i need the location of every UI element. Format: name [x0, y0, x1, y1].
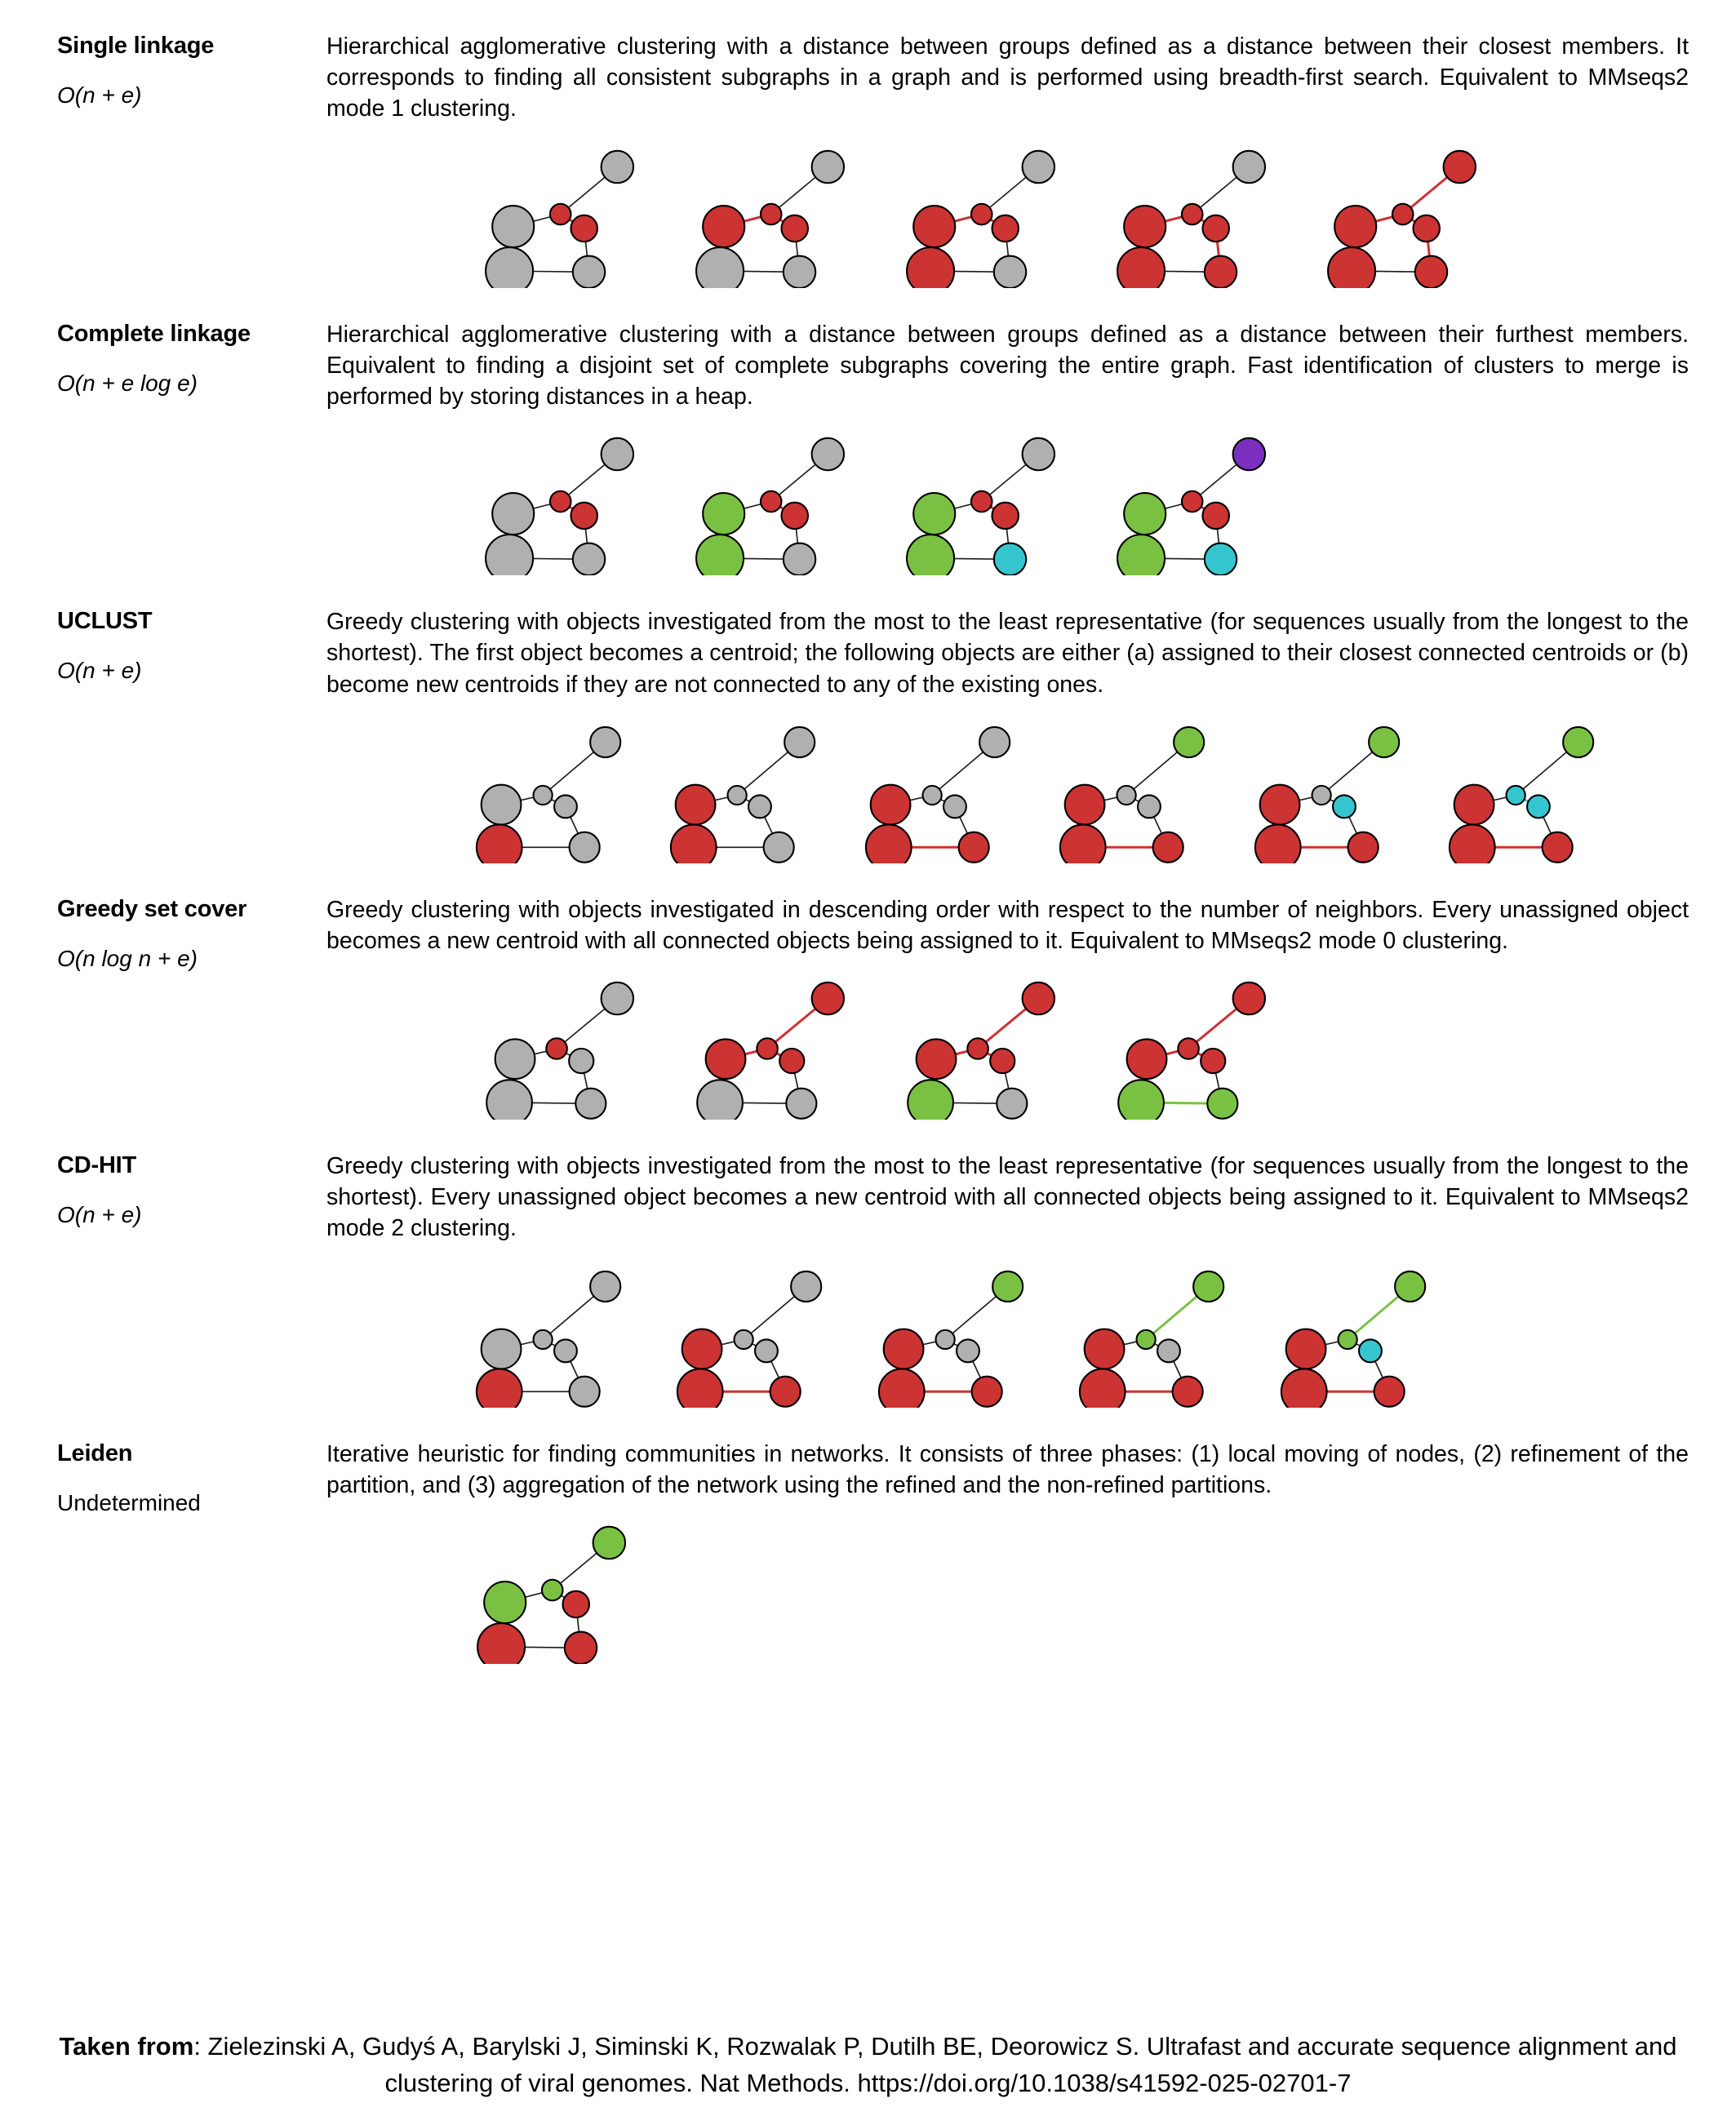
algorithm-content [326, 863, 1703, 1120]
graph-node-br [1415, 255, 1447, 287]
graph-node-br [764, 832, 794, 862]
graph-node-top [1369, 727, 1399, 757]
graph-node-m2 [562, 1591, 588, 1617]
graph-node-top [1174, 727, 1204, 757]
graph-node-bl [907, 247, 954, 288]
graph-node-left [492, 206, 534, 247]
algorithm-meta [57, 1120, 326, 1408]
clustering-step-2 [684, 146, 873, 288]
graph-node-top [1193, 1271, 1223, 1302]
graph-node-br [958, 832, 988, 862]
algorithm-complexity: O(n + e log e) [57, 370, 198, 396]
clustering-step-5 [1316, 146, 1505, 288]
clustering-step-4 [1105, 433, 1294, 575]
cluster-graph [855, 721, 1034, 863]
graph-node-bl [671, 824, 717, 863]
graph-node-left [913, 206, 955, 247]
graph-node-br [570, 832, 600, 862]
graph-node-top [1023, 150, 1054, 182]
graph-node-br [1173, 1376, 1203, 1406]
graph-node-m1 [1182, 491, 1203, 512]
graph-node-m2 [571, 215, 597, 241]
cluster-graph [684, 146, 873, 288]
algorithm-step-panels [465, 721, 1703, 863]
graph-node-m1 [971, 491, 992, 512]
graph-node-left [484, 1582, 526, 1623]
algorithm-row [0, 1120, 1736, 1408]
algorithm-name: Single linkage [57, 33, 215, 59]
graph-node-left [1454, 784, 1494, 824]
graph-node-m2 [1413, 215, 1439, 241]
graph-node-bl [486, 1080, 532, 1120]
graph-node-m2 [755, 1339, 778, 1362]
graph-node-m2 [779, 1049, 804, 1073]
graph-node-bl [1450, 824, 1495, 863]
algorithm-complexity: O(n + e) [57, 1202, 142, 1228]
algorithm-name: Leiden [57, 1440, 133, 1466]
graph-node-br [971, 1376, 1001, 1406]
graph-node-top [593, 1527, 625, 1559]
algorithm-meta [57, 575, 326, 863]
cluster-graph [659, 721, 839, 863]
graph-node-m2 [748, 795, 771, 818]
graph-node-br [565, 1632, 597, 1664]
graph-node-m1 [534, 1330, 553, 1349]
cluster-graph [684, 433, 873, 575]
graph-node-m1 [1338, 1330, 1356, 1349]
graph-node-bl [866, 824, 912, 863]
graph-node-br [573, 255, 605, 287]
graph-node-br [994, 255, 1026, 287]
graph-node-left [884, 1329, 924, 1369]
graph-node-bl [1117, 535, 1165, 575]
algorithm-complexity: O(n log n + e) [57, 945, 198, 971]
graph-node-bl [908, 1080, 953, 1120]
graph-node-top [1563, 727, 1593, 757]
graph-node-m2 [990, 1049, 1015, 1073]
graph-node-top [602, 983, 633, 1014]
graph-node-br [770, 1376, 801, 1406]
graph-node-bl [477, 1623, 525, 1664]
graph-node-top [1233, 438, 1265, 470]
graph-node-top [1023, 983, 1054, 1014]
clustering-step-2 [684, 978, 873, 1120]
algorithm-description: Greedy clustering with objects investigated from the most to the least representative (for sequences usually from the longest to the shortest). Every unassigned object becomes a new centroid with all connected objects being assigned to it. Equivalent to MMseqs2 mode 2 clustering. [326, 1153, 1689, 1242]
graph-node-m2 [1202, 503, 1228, 529]
clustering-step-1 [465, 1266, 645, 1408]
cluster-graph [465, 721, 645, 863]
graph-node-top [602, 438, 633, 470]
graph-node-m1 [1312, 786, 1330, 805]
graph-node-left [703, 493, 744, 535]
graph-node-left [1065, 784, 1105, 824]
graph-node-top [1233, 150, 1265, 182]
algorithm-meta [57, 1408, 326, 1664]
graph-node-left [676, 784, 716, 824]
graph-node-m1 [761, 491, 782, 512]
graph-node-m2 [554, 795, 577, 818]
graph-node-left [1334, 206, 1376, 247]
graph-node-m1 [1506, 786, 1525, 805]
graph-node-left [1124, 206, 1165, 247]
cluster-graph [1270, 1266, 1450, 1408]
graph-node-m2 [1138, 795, 1161, 818]
cluster-graph [1105, 978, 1294, 1120]
graph-node-m1 [935, 1330, 954, 1349]
algorithm-content [326, 0, 1703, 288]
graph-node-top [979, 727, 1010, 757]
graph-node-br [786, 1089, 816, 1119]
cluster-graph [473, 146, 663, 288]
graph-node-bl [1117, 247, 1165, 288]
algorithm-meta [57, 863, 326, 1120]
graph-node-m2 [1157, 1339, 1180, 1362]
graph-node-top [785, 727, 815, 757]
graph-node-m1 [757, 1038, 778, 1059]
algorithm-step-panels [465, 1266, 1703, 1408]
algorithm-row [0, 288, 1736, 576]
graph-node-m2 [943, 795, 966, 818]
graph-node-m1 [1117, 786, 1136, 805]
graph-node-br [1205, 543, 1237, 575]
cluster-graph [1438, 721, 1618, 863]
citation-prefix: Taken from [59, 2032, 194, 2061]
graph-node-top [1444, 150, 1476, 182]
graph-node-left [482, 1329, 522, 1369]
algorithm-description: Iterative heuristic for finding communities in networks. It consists of three phases: (1) local moving of nodes, (2) refinement of the partition, and (3) aggregation of the network using the refined and the non-refined partitions. [326, 1440, 1689, 1498]
clustering-step-3 [868, 1266, 1047, 1408]
algorithm-name: UCLUST [57, 608, 153, 635]
graph-node-top [792, 1271, 822, 1302]
graph-node-m1 [546, 1038, 567, 1059]
graph-node-br [1543, 832, 1573, 862]
graph-node-m1 [1137, 1330, 1156, 1349]
graph-node-br [784, 255, 815, 287]
graph-node-m2 [992, 215, 1018, 241]
clustering-step-1 [465, 721, 645, 863]
algorithm-meta [57, 288, 326, 576]
graph-node-bl [1118, 1080, 1164, 1120]
graph-node-top [812, 150, 844, 182]
graph-node-top [590, 1271, 620, 1302]
graph-node-m2 [957, 1339, 979, 1362]
graph-node-bl [1060, 824, 1106, 863]
graph-node-bl [486, 247, 533, 288]
graph-node-left [682, 1329, 722, 1369]
graph-node-br [1348, 832, 1378, 862]
graph-node-left [871, 784, 911, 824]
graph-node-left [1259, 784, 1299, 824]
algorithm-content [326, 1120, 1703, 1408]
graph-node-bl [907, 535, 954, 575]
cluster-graph [868, 1266, 1047, 1408]
cluster-graph [473, 978, 663, 1120]
graph-node-bl [879, 1369, 925, 1408]
graph-node-bl [477, 1369, 522, 1408]
clustering-step-4 [1068, 1266, 1248, 1408]
graph-node-left [1127, 1039, 1167, 1079]
clustering-step-1 [473, 978, 663, 1120]
graph-node-left [1085, 1329, 1125, 1369]
graph-node-m1 [550, 491, 571, 512]
algorithm-content [326, 575, 1703, 863]
clustering-step-2 [666, 1266, 846, 1408]
graph-node-br [573, 543, 605, 575]
cluster-graph [1105, 146, 1294, 288]
algorithm-step-panels [473, 433, 1703, 575]
algorithm-description: Hierarchical agglomerative clustering with a distance between groups defined as a distance between their closest members. It corresponds to finding all consistent subgraphs in a graph and is performed using breadth-first search. Equivalent to MMseqs2 mode 1 clustering. [326, 33, 1689, 122]
graph-node-br [1374, 1376, 1404, 1406]
cluster-graph [473, 433, 663, 575]
graph-node-br [1205, 255, 1237, 287]
graph-node-br [994, 543, 1026, 575]
graph-node-m1 [1182, 203, 1203, 224]
algorithm-name: CD-HIT [57, 1152, 137, 1179]
graph-node-left [706, 1039, 746, 1079]
graph-node-bl [1328, 247, 1375, 288]
graph-node-m1 [542, 1580, 563, 1601]
clustering-step-2 [684, 433, 873, 575]
algorithm-meta [57, 0, 326, 288]
algorithm-content [326, 1408, 1703, 1664]
graph-node-m2 [992, 503, 1018, 529]
graph-node-m2 [571, 503, 597, 529]
clustering-step-3 [895, 433, 1084, 575]
graph-node-m1 [761, 203, 782, 224]
cluster-graph [666, 1266, 846, 1408]
graph-node-left [917, 1039, 957, 1079]
graph-node-m2 [781, 503, 807, 529]
clustering-step-3 [855, 721, 1034, 863]
graph-node-m1 [534, 786, 553, 805]
clustering-step-4 [1049, 721, 1228, 863]
graph-node-left [495, 1039, 535, 1079]
graph-node-m2 [1333, 795, 1356, 818]
graph-node-top [1395, 1271, 1425, 1302]
algorithm-description: Hierarchical agglomerative clustering with a distance between groups defined as a distance between their furthest members. Equivalent to finding a disjoint set of complete subgraphs covering the entire graph. Fast identification of clusters to merge is performed by storing distances in a heap. [326, 321, 1689, 410]
graph-node-top [992, 1271, 1023, 1302]
graph-node-m1 [971, 203, 992, 224]
graph-node-m1 [735, 1330, 753, 1349]
graph-node-bl [677, 1369, 723, 1408]
cluster-graph [465, 1522, 655, 1664]
graph-node-m2 [781, 215, 807, 241]
algorithm-row [0, 1408, 1736, 1664]
algorithm-description: Greedy clustering with objects investigated from the most to the least representative (for sequences usually from the longest to the shortest). The first object becomes a centroid; the following objects are either (a) assigned to their closest connected centroids or (b) become new centroids if they are not connected to any of the existing ones. [326, 609, 1689, 698]
graph-node-br [1207, 1089, 1237, 1119]
citation-text: : Zielezinski A, Gudyś A, Barylski J, Siminski K, Rozwalak P, Dutilh BE, Deorowicz S. Ultrafast and accurate sequence alignment and clustering of viral genomes. Nat Methods. https://doi.org/10.1038/s41592-025-02701-7 [193, 2032, 1677, 2098]
algorithm-step-panels [473, 978, 1703, 1120]
graph-node-top [1233, 983, 1265, 1014]
cluster-graph [895, 146, 1084, 288]
graph-node-top [590, 727, 620, 757]
cluster-graph [1049, 721, 1228, 863]
cluster-graph [1244, 721, 1423, 863]
cluster-graph [895, 433, 1084, 575]
clustering-step-1 [473, 146, 663, 288]
graph-node-m2 [1201, 1049, 1225, 1073]
algorithm-content [326, 288, 1703, 576]
graph-node-bl [696, 535, 744, 575]
clustering-step-5 [1270, 1266, 1450, 1408]
algorithm-row [0, 575, 1736, 863]
graph-node-m1 [1178, 1038, 1199, 1059]
graph-node-left [1285, 1329, 1325, 1369]
clustering-step-1 [465, 1522, 655, 1664]
graph-node-bl [1080, 1369, 1126, 1408]
cluster-graph [1068, 1266, 1248, 1408]
algorithm-name: Complete linkage [57, 320, 251, 347]
clustering-step-3 [895, 146, 1084, 288]
graph-node-m2 [1527, 795, 1550, 818]
clustering-step-5 [1244, 721, 1423, 863]
graph-node-br [997, 1089, 1027, 1119]
graph-node-br [570, 1376, 600, 1406]
algorithm-name: Greedy set cover [57, 895, 247, 922]
clustering-step-4 [1105, 146, 1294, 288]
graph-node-m1 [967, 1038, 988, 1059]
cluster-graph [895, 978, 1084, 1120]
graph-node-m1 [922, 786, 941, 805]
graph-node-bl [697, 1080, 743, 1120]
graph-node-left [482, 784, 522, 824]
graph-node-left [703, 206, 744, 247]
algorithm-step-panels [473, 146, 1703, 288]
graph-node-m1 [550, 203, 571, 224]
algorithm-complexity: O(n + e) [57, 82, 142, 109]
algorithm-row [0, 863, 1736, 1120]
graph-node-bl [486, 535, 533, 575]
graph-node-m1 [1392, 203, 1414, 224]
graph-node-top [812, 438, 844, 470]
graph-node-m2 [554, 1339, 577, 1362]
algorithm-complexity: O(n + e) [57, 658, 142, 684]
clustering-step-2 [659, 721, 839, 863]
clustering-step-6 [1438, 721, 1618, 863]
algorithm-row [0, 0, 1736, 288]
graph-node-bl [477, 824, 522, 863]
graph-node-bl [696, 247, 744, 288]
graph-node-top [602, 150, 633, 182]
graph-node-left [913, 493, 955, 535]
graph-node-bl [1254, 824, 1300, 863]
graph-node-left [1124, 493, 1165, 535]
algorithm-complexity: Undetermined [57, 1489, 201, 1515]
algorithm-step-panels [465, 1522, 1703, 1664]
graph-node-bl [1281, 1369, 1326, 1408]
graph-node-m2 [1202, 215, 1228, 241]
clustering-step-3 [895, 978, 1084, 1120]
graph-node-left [492, 493, 534, 535]
graph-node-br [784, 543, 815, 575]
graph-node-br [575, 1089, 606, 1119]
graph-node-m2 [1359, 1339, 1382, 1362]
algorithm-description: Greedy clustering with objects investigated in descending order with respect to the number of neighbors. Every unassigned object becomes a new centroid with all connected objects being assigned to it. Equivalent to MMseqs2 mode 0 clustering. [326, 896, 1689, 954]
citation [0, 2029, 1736, 2102]
clustering-step-1 [473, 433, 663, 575]
graph-node-m2 [569, 1049, 593, 1073]
graph-node-m1 [728, 786, 747, 805]
clustering-step-4 [1105, 978, 1294, 1120]
cluster-graph [1105, 433, 1294, 575]
cluster-graph [1316, 146, 1505, 288]
graph-node-top [812, 983, 844, 1014]
cluster-graph [465, 1266, 645, 1408]
graph-node-top [1023, 438, 1054, 470]
cluster-graph [684, 978, 873, 1120]
graph-node-br [1153, 832, 1183, 862]
